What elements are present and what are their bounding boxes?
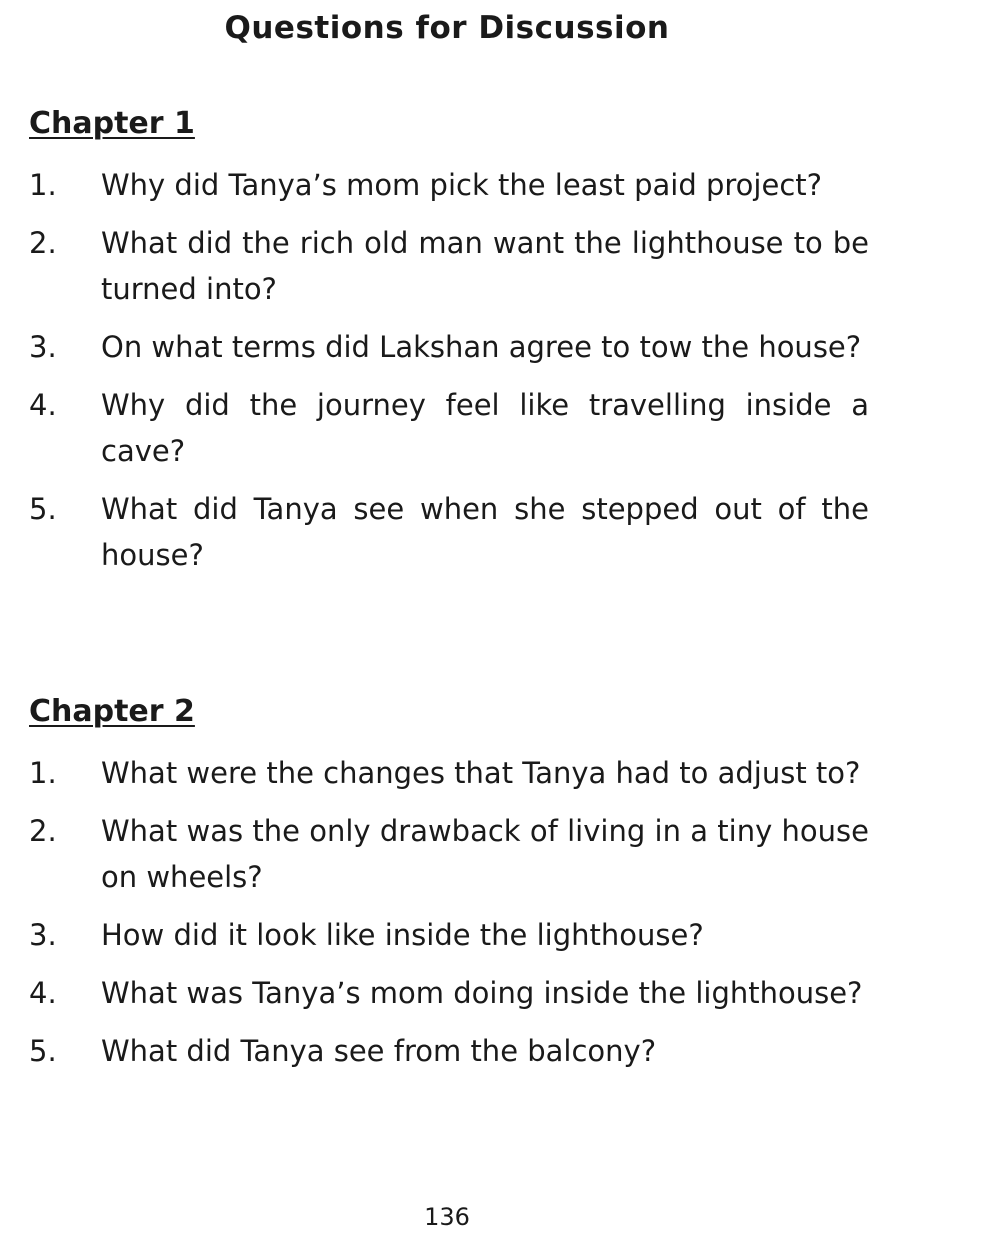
- chapter-heading: Chapter 1: [29, 106, 195, 141]
- page-title: Questions for Discussion: [224, 10, 670, 46]
- question-item: [29, 1028, 869, 1074]
- question-item: [29, 970, 869, 1016]
- question-number: 4.: [29, 388, 57, 422]
- question-number: 2.: [29, 226, 57, 260]
- question-text: Why did Tanya’s mom pick the least paid project?: [101, 168, 823, 202]
- question-item: [29, 750, 869, 796]
- question-item: [29, 486, 869, 578]
- chapter-2-section: [29, 692, 869, 1086]
- question-list: [29, 750, 869, 1074]
- question-item: [29, 324, 869, 370]
- page-number: 136: [424, 1203, 470, 1231]
- question-item: [29, 808, 869, 900]
- question-text: How did it look like inside the lighthouse?: [101, 918, 704, 952]
- question-number: 1.: [29, 168, 57, 202]
- question-text: What was the only drawback of living in a tiny house on wheels?: [101, 814, 869, 894]
- chapter-heading: Chapter 2: [29, 694, 195, 729]
- question-text: What did the rich old man want the lighthouse to be turned into?: [101, 226, 869, 306]
- question-text: On what terms did Lakshan agree to tow the house?: [101, 330, 862, 364]
- question-item: [29, 912, 869, 958]
- question-text: What did Tanya see from the balcony?: [101, 1034, 657, 1068]
- question-number: 5.: [29, 1034, 57, 1068]
- question-number: 5.: [29, 492, 57, 526]
- question-number: 4.: [29, 976, 57, 1010]
- question-item: [29, 162, 869, 208]
- question-text: What was Tanya’s mom doing inside the lighthouse?: [101, 976, 863, 1010]
- question-number: 3.: [29, 330, 57, 364]
- question-text: What did Tanya see when she stepped out of the house?: [101, 492, 869, 572]
- question-number: 2.: [29, 814, 57, 848]
- question-number: 3.: [29, 918, 57, 952]
- question-number: 1.: [29, 756, 57, 790]
- question-item: [29, 382, 869, 474]
- chapter-1-section: [29, 104, 869, 590]
- question-text: What were the changes that Tanya had to adjust to?: [101, 756, 861, 790]
- question-text: Why did the journey feel like travelling inside a cave?: [101, 388, 869, 468]
- question-item: [29, 220, 869, 312]
- question-list: [29, 162, 869, 578]
